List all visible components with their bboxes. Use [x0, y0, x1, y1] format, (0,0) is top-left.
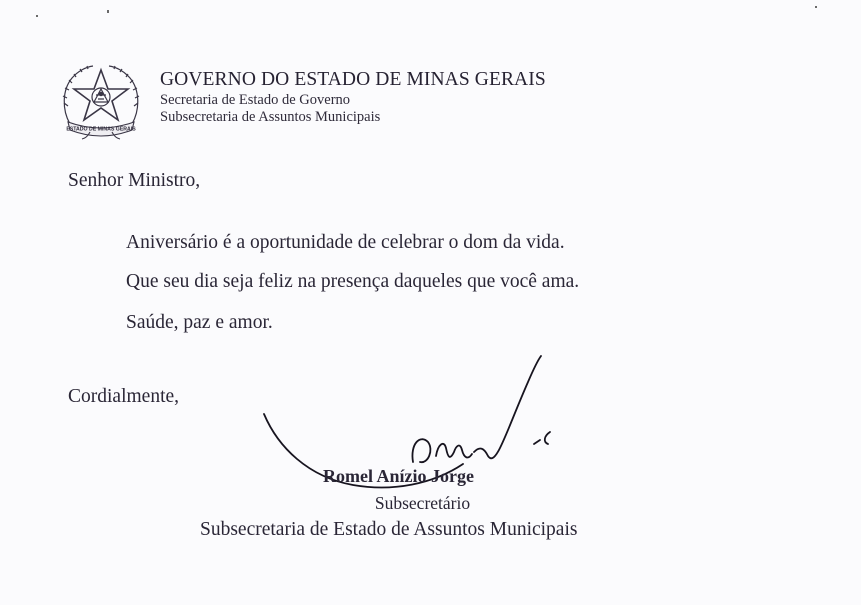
letterhead-title: GOVERNO DO ESTADO DE MINAS GERAIS	[160, 69, 546, 90]
body-line: Que seu dia seja feliz na presença daqueles que você ama.	[126, 271, 580, 292]
letterhead-secretariat: Secretaria de Estado de Governo	[160, 91, 351, 108]
signer-role-line	[0, 493, 861, 514]
signer-department: Subsecretaria de Estado de Assuntos Municipais	[200, 519, 578, 540]
salutation: Senhor Ministro,	[68, 170, 201, 191]
scan-speck	[36, 15, 38, 17]
body-line: Saúde, paz e amor.	[126, 312, 273, 333]
scan-speck	[815, 6, 817, 8]
closing: Cordialmente,	[68, 386, 180, 407]
signer-name: Romel Anízio Jorge	[323, 466, 474, 486]
body-line: Aniversário é a oportunidade de celebrar o dom da vida.	[126, 232, 565, 253]
scan-speck	[107, 10, 109, 13]
letterhead-subsecretariat: Subsecretaria de Assuntos Municipais	[160, 109, 381, 125]
coat-of-arms-icon	[60, 62, 142, 142]
seal-ribbon-text: ESTADO DE MINAS GERAIS	[66, 126, 136, 133]
letterhead	[160, 70, 546, 125]
signer-role: Subsecretário	[374, 493, 471, 513]
